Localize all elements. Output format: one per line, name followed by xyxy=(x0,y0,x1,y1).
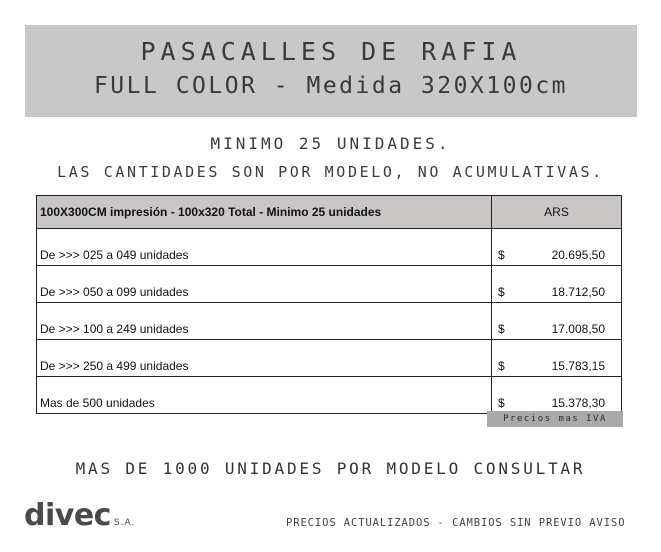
iva-note-badge: Precios mas IVA xyxy=(487,411,623,427)
brand-name: divec xyxy=(24,498,111,533)
banner-subtitle: FULL COLOR - Medida 320X100cm xyxy=(93,73,569,99)
tier-price xyxy=(492,266,622,303)
title-banner xyxy=(25,25,637,117)
price-amount: 15.378,30 xyxy=(551,396,605,410)
header-description: 100X300CM impresión - 100x320 Total - Minimo 25 unidades xyxy=(37,196,492,229)
tier-price xyxy=(492,340,622,377)
brand-suffix: S.A. xyxy=(113,518,136,528)
tier-label: De >>> 250 a 499 unidades xyxy=(37,340,492,377)
price-amount: 17.008,50 xyxy=(551,322,605,336)
minimum-notice: MINIMO 25 UNIDADES. xyxy=(210,134,451,153)
price-amount: 20.695,50 xyxy=(551,248,605,262)
table-row xyxy=(37,377,622,414)
consult-note: MAS DE 1000 UNIDADES POR MODELO CONSULTAR xyxy=(75,459,586,478)
currency-symbol: $ xyxy=(498,322,505,336)
tier-price xyxy=(492,303,622,340)
tier-label: De >>> 050 a 099 unidades xyxy=(37,266,492,303)
tier-label: De >>> 025 a 049 unidades xyxy=(37,229,492,266)
currency-symbol: $ xyxy=(498,359,505,373)
table-row xyxy=(37,266,622,303)
table-row xyxy=(37,340,622,377)
currency-symbol: $ xyxy=(498,248,505,262)
tier-label: De >>> 100 a 249 unidades xyxy=(37,303,492,340)
price-amount: 18.712,50 xyxy=(551,285,605,299)
table-header-row xyxy=(37,196,622,229)
price-table xyxy=(36,195,622,414)
currency-symbol: $ xyxy=(498,285,505,299)
footer-note: PRECIOS ACTUALIZADOS - CAMBIOS SIN PREVIO AVISO xyxy=(286,517,626,529)
per-model-notice: LAS CANTIDADES SON POR MODELO, NO ACUMULATIVAS. xyxy=(57,163,604,181)
header-currency: ARS xyxy=(492,196,622,229)
table-row xyxy=(37,303,622,340)
tier-price xyxy=(492,377,622,414)
brand-logo xyxy=(24,498,135,533)
tier-price xyxy=(492,229,622,266)
currency-symbol: $ xyxy=(498,396,505,410)
price-amount: 15.783,15 xyxy=(551,359,605,373)
banner-title: PASACALLES DE RAFIA xyxy=(140,37,522,66)
table-row xyxy=(37,229,622,266)
tier-label: Mas de 500 unidades xyxy=(37,377,492,414)
